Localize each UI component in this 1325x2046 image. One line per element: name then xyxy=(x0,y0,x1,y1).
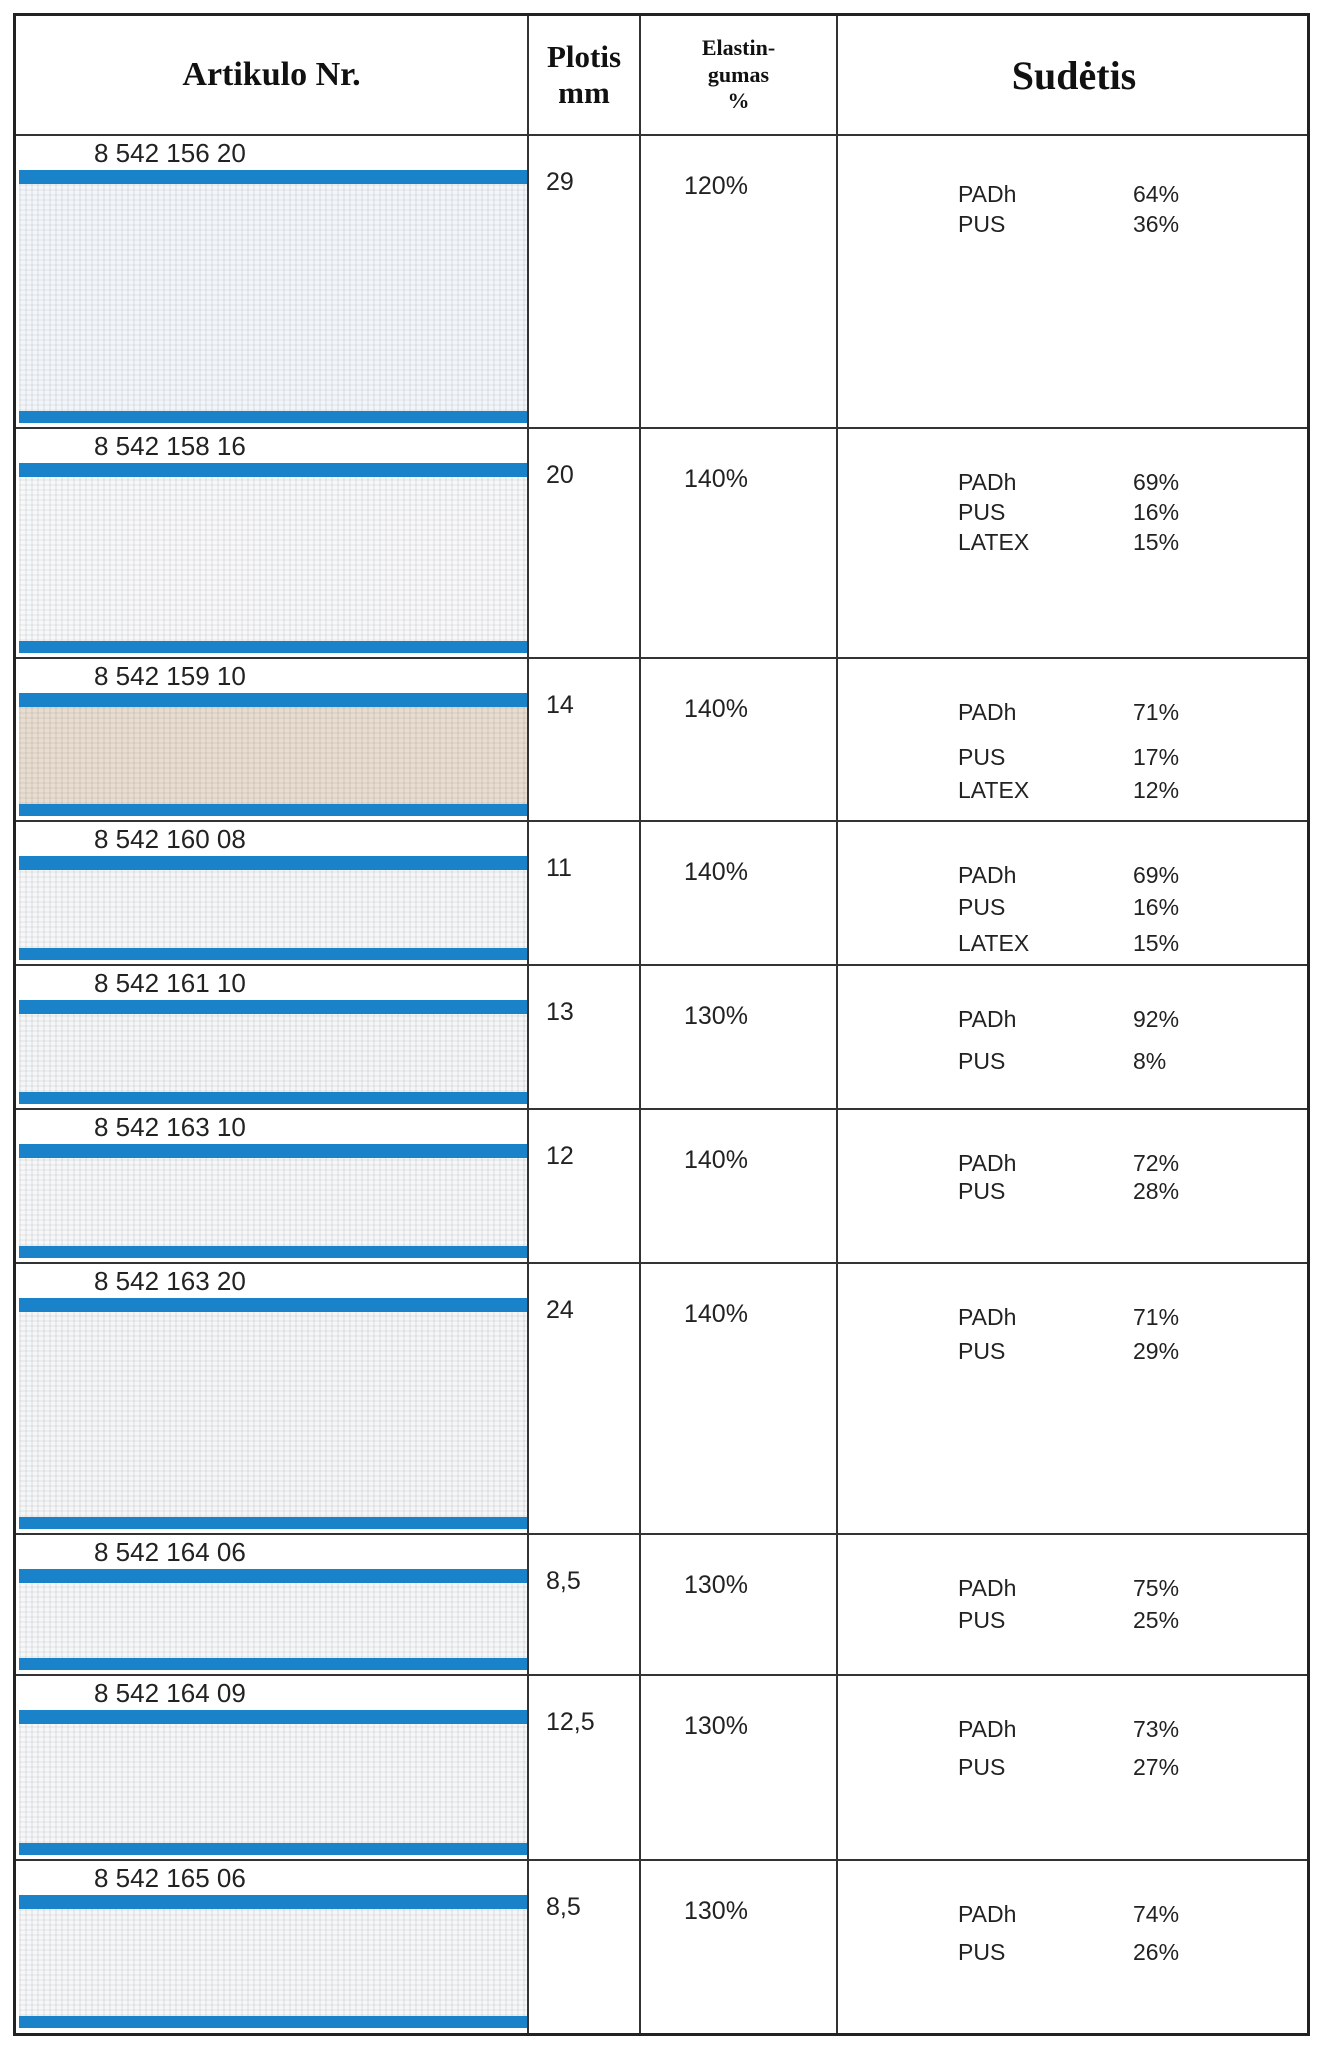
fiber-percent: 71% xyxy=(1133,699,1180,725)
elasticity-value: 130% xyxy=(684,1712,748,1740)
table-row xyxy=(16,1676,1307,1861)
fiber-percent: 15% xyxy=(1133,529,1180,555)
fiber-name: PADh xyxy=(958,469,1017,495)
table-row xyxy=(16,966,1307,1110)
fiber-name: PUS xyxy=(958,1939,1006,1965)
table-row xyxy=(16,1861,1307,2034)
table-row xyxy=(16,822,1307,966)
fiber-name: LATEX xyxy=(958,930,1030,956)
fiber-name: PADh xyxy=(958,1150,1017,1176)
fiber-percent: 36% xyxy=(1133,211,1180,237)
article-number: 8 542 163 10 xyxy=(94,1112,246,1142)
fiber-percent: 64% xyxy=(1133,181,1180,207)
elasticity-value: 140% xyxy=(684,695,748,723)
fiber-name: PADh xyxy=(958,1304,1017,1330)
elasticity-value: 140% xyxy=(684,1300,748,1328)
elasticity-value: 140% xyxy=(684,1146,748,1174)
header-article: Artikulo Nr. xyxy=(182,56,361,93)
article-number: 8 542 159 10 xyxy=(94,661,246,691)
fiber-name: PADh xyxy=(958,699,1017,725)
fiber-percent: 69% xyxy=(1133,862,1180,888)
fiber-name: PADh xyxy=(958,862,1017,888)
header-composition: Sudėtis xyxy=(1011,52,1137,98)
fiber-percent: 72% xyxy=(1133,1150,1180,1176)
fiber-name: PUS xyxy=(958,744,1006,770)
fiber-name: PUS xyxy=(958,499,1006,525)
width-value: 8,5 xyxy=(546,1567,581,1595)
fiber-name: PUS xyxy=(958,1048,1006,1074)
fiber-percent: 29% xyxy=(1133,1338,1180,1364)
fiber-percent: 27% xyxy=(1133,1754,1180,1780)
elastic-tape-swatch xyxy=(19,463,527,653)
fiber-percent: 8% xyxy=(1133,1048,1167,1074)
fiber-percent: 26% xyxy=(1133,1939,1180,1965)
fiber-percent: 92% xyxy=(1133,1006,1180,1032)
elasticity-value: 140% xyxy=(684,465,748,493)
article-number: 8 542 160 08 xyxy=(94,824,246,854)
fiber-name: PADh xyxy=(958,1575,1017,1601)
width-value: 12,5 xyxy=(546,1708,595,1736)
width-value: 29 xyxy=(546,168,574,196)
fiber-percent: 17% xyxy=(1133,744,1180,770)
fiber-name: LATEX xyxy=(958,777,1030,803)
elastic-tape-swatch xyxy=(19,856,527,960)
fiber-name: PUS xyxy=(958,894,1006,920)
elasticity-value: 140% xyxy=(684,858,748,886)
table-row xyxy=(16,1110,1307,1264)
width-value: 14 xyxy=(546,691,574,719)
fiber-name: PADh xyxy=(958,1716,1017,1742)
fiber-percent: 73% xyxy=(1133,1716,1180,1742)
fiber-name: PADh xyxy=(958,1006,1017,1032)
width-value: 20 xyxy=(546,461,574,489)
elasticity-value: 130% xyxy=(684,1571,748,1599)
fiber-name: PADh xyxy=(958,181,1017,207)
fiber-name: PUS xyxy=(958,1607,1006,1633)
fiber-percent: 15% xyxy=(1133,930,1180,956)
article-number: 8 542 165 06 xyxy=(94,1863,246,1893)
elasticity-value: 130% xyxy=(684,1002,748,1030)
fiber-name: LATEX xyxy=(958,529,1030,555)
fiber-percent: 74% xyxy=(1133,1901,1180,1927)
fiber-percent: 16% xyxy=(1133,894,1180,920)
article-number: 8 542 164 06 xyxy=(94,1537,246,1567)
elastic-tape-swatch xyxy=(19,1000,527,1104)
fiber-name: PUS xyxy=(958,1178,1006,1204)
elasticity-value: 130% xyxy=(684,1897,748,1925)
elastic-tape-swatch xyxy=(19,1569,527,1670)
article-number: 8 542 156 20 xyxy=(94,138,246,168)
table-row xyxy=(16,1264,1307,1535)
article-number: 8 542 161 10 xyxy=(94,968,246,998)
width-value: 11 xyxy=(546,854,572,882)
article-number: 8 542 163 20 xyxy=(94,1266,246,1296)
article-number: 8 542 164 09 xyxy=(94,1678,246,1708)
article-number: 8 542 158 16 xyxy=(94,431,246,461)
table-row xyxy=(16,1535,1307,1676)
table-row xyxy=(16,429,1307,659)
fiber-name: PUS xyxy=(958,211,1006,237)
fiber-percent: 75% xyxy=(1133,1575,1180,1601)
header-width: Plotis mm xyxy=(546,39,622,110)
width-value: 24 xyxy=(546,1296,574,1324)
fiber-percent: 25% xyxy=(1133,1607,1180,1633)
header-elasticity: Elastin- gumas % xyxy=(701,35,776,114)
width-value: 8,5 xyxy=(546,1893,581,1921)
table-row xyxy=(16,136,1307,429)
width-value: 12 xyxy=(546,1142,574,1170)
table-row xyxy=(16,659,1307,822)
fiber-percent: 28% xyxy=(1133,1178,1180,1204)
elasticity-value: 120% xyxy=(684,172,748,200)
product-table xyxy=(13,13,1310,2036)
fiber-percent: 12% xyxy=(1133,777,1180,803)
fiber-percent: 69% xyxy=(1133,469,1180,495)
elastic-tape-swatch xyxy=(19,170,527,423)
elastic-tape-swatch xyxy=(19,1710,527,1855)
elastic-tape-swatch xyxy=(19,1895,527,2028)
elastic-tape-swatch xyxy=(19,1144,527,1258)
fiber-percent: 16% xyxy=(1133,499,1180,525)
fiber-percent: 71% xyxy=(1133,1304,1180,1330)
fiber-name: PUS xyxy=(958,1338,1006,1364)
elastic-tape-swatch xyxy=(19,693,527,816)
elastic-tape-swatch xyxy=(19,1298,527,1529)
fiber-name: PUS xyxy=(958,1754,1006,1780)
fiber-name: PADh xyxy=(958,1901,1017,1927)
width-value: 13 xyxy=(546,998,574,1026)
